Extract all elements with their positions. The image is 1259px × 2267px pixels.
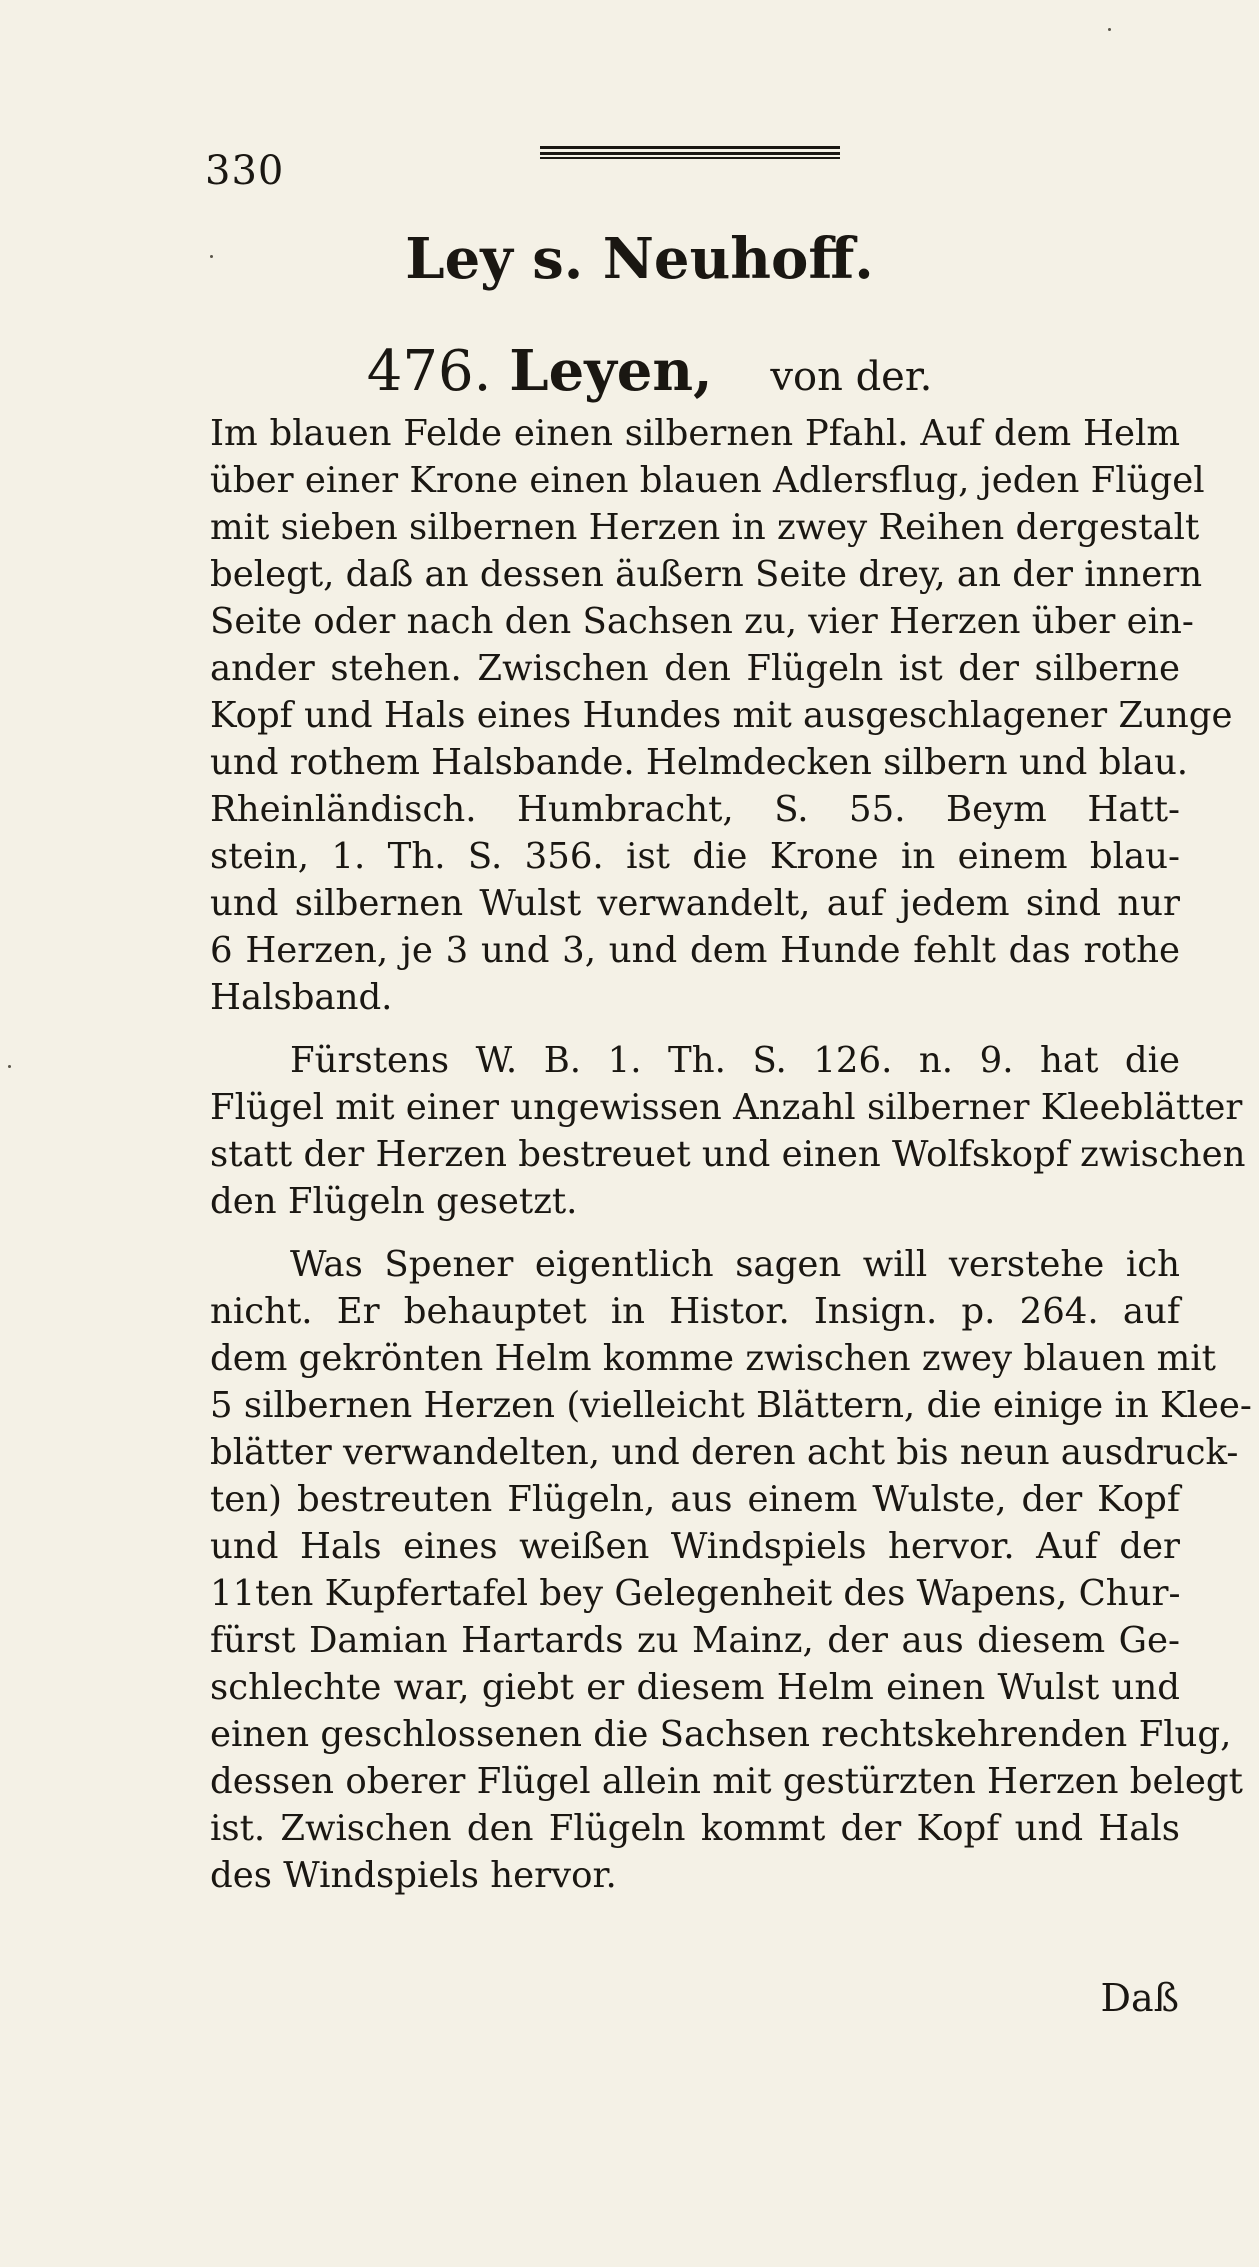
ink-speck bbox=[1108, 28, 1111, 31]
running-head: Ley s. Neuhoff. bbox=[405, 226, 874, 292]
text-line: blätter verwandelten, und deren acht bis neun ausdruck- bbox=[210, 1432, 1239, 1473]
text-line: Halsband. bbox=[210, 977, 393, 1018]
text-line: mit sieben silbernen Herzen in zwey Reihen dergestalt bbox=[210, 507, 1200, 548]
paragraph-1 bbox=[210, 410, 1233, 1021]
text-line: 5 silbernen Herzen (vielleicht Blättern, die einige in Klee- bbox=[210, 1385, 1252, 1426]
header-rule-line bbox=[540, 157, 840, 159]
text-line: und Hals eines weißen Windspiels hervor. Auf der bbox=[210, 1526, 1180, 1567]
header-rule bbox=[540, 146, 840, 160]
text-line: über einer Krone einen blauen Adlersflug, jeden Flügel bbox=[210, 460, 1205, 501]
text-line: Seite oder nach den Sachsen zu, vier Herzen über ein- bbox=[210, 601, 1194, 642]
entry-name: Leyen, bbox=[509, 338, 713, 404]
text-line: und rothem Halsbande. Helmdecken silbern und blau. bbox=[210, 742, 1189, 783]
paragraph-gap bbox=[210, 1225, 1180, 1241]
header-rule-line bbox=[540, 152, 840, 155]
paragraph-2 bbox=[210, 1037, 1246, 1225]
ink-speck bbox=[210, 255, 213, 258]
text-line: Fürstens W. B. 1. Th. S. 126. n. 9. hat die bbox=[290, 1040, 1180, 1081]
text-line: fürst Damian Hartards zu Mainz, der aus diesem Ge- bbox=[210, 1620, 1180, 1661]
text-line: den Flügeln gesetzt. bbox=[210, 1181, 578, 1222]
text-line: ten) bestreuten Flügeln, aus einem Wulste, der Kopf bbox=[210, 1479, 1180, 1520]
entry-heading bbox=[0, 338, 1259, 404]
text-line: schlechte war, giebt er diesem Helm einen Wulst und bbox=[210, 1667, 1180, 1708]
text-line: Im blauen Felde einen silbernen Pfahl. Auf dem Helm bbox=[210, 413, 1180, 454]
text-line: Rheinländisch. Humbracht, S. 55. Beym Hatt- bbox=[210, 789, 1180, 830]
entry-number: 476. bbox=[366, 339, 492, 404]
catchword: Daß bbox=[1100, 1976, 1179, 2020]
text-line: dem gekrönten Helm komme zwischen zwey blauen mit bbox=[210, 1338, 1216, 1379]
text-line: einen geschlossenen die Sachsen rechtskehrenden Flug, bbox=[210, 1714, 1232, 1755]
text-line: stein, 1. Th. S. 356. ist die Krone in einem blau- bbox=[210, 836, 1180, 877]
text-line: des Windspiels hervor. bbox=[210, 1855, 617, 1896]
header-rule-line bbox=[540, 146, 840, 149]
text-line: und silbernen Wulst verwandelt, auf jedem sind nur bbox=[210, 883, 1180, 924]
text-line: 11ten Kupfertafel bey Gelegenheit des Wapens, Chur- bbox=[210, 1573, 1181, 1614]
text-line: Flügel mit einer ungewissen Anzahl silberner Kleeblätter bbox=[210, 1087, 1243, 1128]
entry-body bbox=[210, 410, 1252, 1899]
text-line: ist. Zwischen den Flügeln kommt der Kopf und Hals bbox=[210, 1808, 1180, 1849]
text-line: 6 Herzen, je 3 und 3, und dem Hunde fehlt das rothe bbox=[210, 930, 1180, 971]
text-line: Was Spener eigentlich sagen will verstehe ich bbox=[290, 1244, 1180, 1285]
paragraph-3 bbox=[210, 1241, 1252, 1899]
paragraph-gap bbox=[210, 1021, 1180, 1037]
ink-speck bbox=[8, 1065, 11, 1068]
text-line: belegt, daß an dessen äußern Seite drey, an der innern bbox=[210, 554, 1203, 595]
text-line: Kopf und Hals eines Hundes mit ausgeschlagener Zunge bbox=[210, 695, 1233, 736]
entry-subtitle: von der. bbox=[770, 354, 933, 400]
text-line: nicht. Er behauptet in Histor. Insign. p. 264. auf bbox=[210, 1291, 1180, 1332]
text-line: ander stehen. Zwischen den Flügeln ist der silberne bbox=[210, 648, 1180, 689]
text-line: statt der Herzen bestreuet und einen Wolfskopf zwischen bbox=[210, 1134, 1246, 1175]
page-number: 330 bbox=[205, 148, 285, 194]
text-line: dessen oberer Flügel allein mit gestürzten Herzen belegt bbox=[210, 1761, 1243, 1802]
